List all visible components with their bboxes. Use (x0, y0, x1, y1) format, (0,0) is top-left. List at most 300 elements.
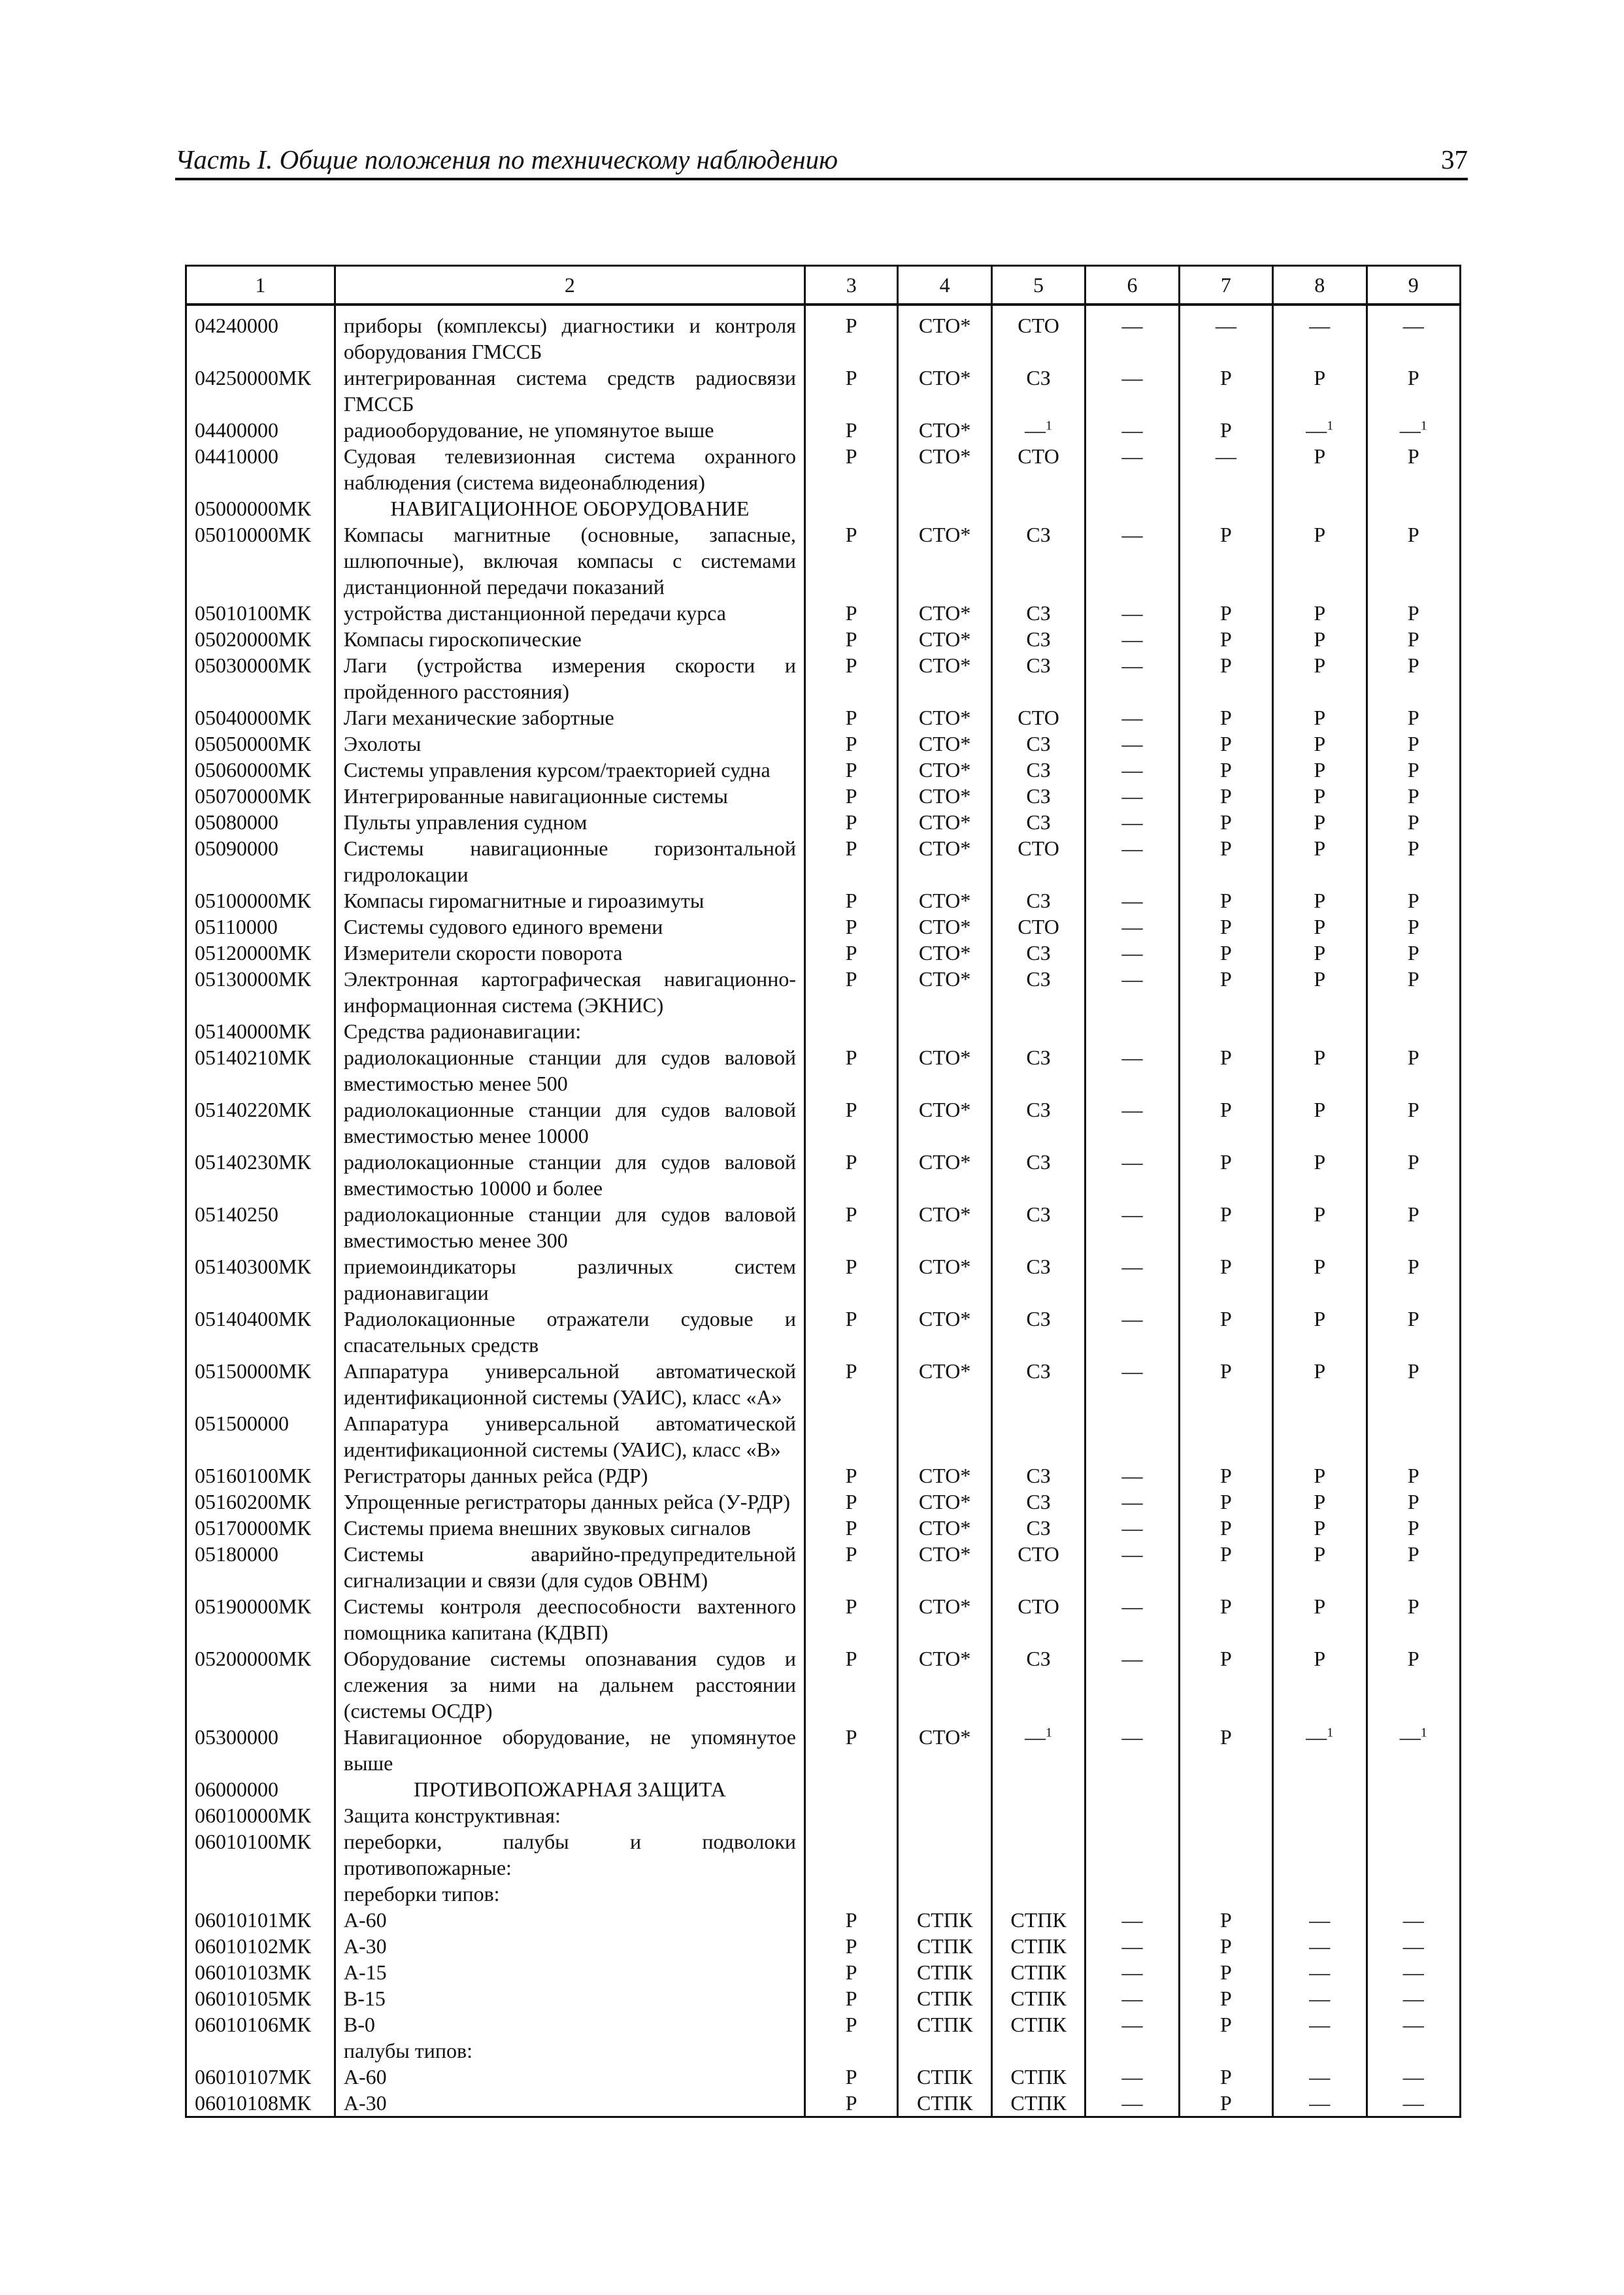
row-value-col5: СТО (991, 835, 1085, 887)
row-value-col7: Р (1179, 809, 1272, 835)
row-name: Эхолоты (335, 731, 804, 757)
row-value-col8 (1273, 2038, 1367, 2064)
row-value-col5: СЗ (991, 1201, 1085, 1253)
row-value-col8: Р (1273, 1201, 1367, 1253)
row-value-col7: Р (1179, 1044, 1272, 1097)
table-row (186, 1358, 1461, 1410)
row-value-col7: Р (1179, 887, 1272, 914)
row-value-col4: СТО* (898, 966, 991, 1018)
row-value-col8: Р (1273, 731, 1367, 757)
row-value-col3 (805, 2038, 898, 2064)
row-value-col5: СЗ (991, 1358, 1085, 1410)
row-value-col6: — (1085, 731, 1179, 757)
row-name: Защита конструктивная: (335, 1802, 804, 1828)
row-value-col7: Р (1179, 600, 1272, 626)
row-value-col8 (1273, 1410, 1367, 1462)
row-value-col3: Р (805, 521, 898, 600)
row-value-col3 (805, 1881, 898, 1907)
row-value-col3: Р (805, 914, 898, 940)
row-value-col5: СЗ (991, 1044, 1085, 1097)
row-name: НАВИГАЦИОННОЕ ОБОРУДОВАНИЕ (335, 495, 804, 521)
row-name: Упрощенные регистраторы данных рейса (У-РДР) (335, 1489, 804, 1515)
row-name: А-15 (335, 1959, 804, 1985)
row-value-col4: СТПК (898, 1933, 991, 1959)
row-code: 05090000 (186, 835, 335, 887)
row-name: Компасы гироскопические (335, 626, 804, 652)
row-value-col4: СТО* (898, 809, 991, 835)
row-value-col6: — (1085, 365, 1179, 417)
row-value-col7: Р (1179, 1907, 1272, 1933)
row-value-col8 (1273, 1881, 1367, 1907)
row-value-col8: Р (1273, 1149, 1367, 1201)
row-value-col4: СТО* (898, 417, 991, 443)
row-value-col3: Р (805, 1907, 898, 1933)
table-row (186, 305, 1461, 365)
row-value-col3: Р (805, 417, 898, 443)
row-value-col3: Р (805, 1201, 898, 1253)
row-value-col6: — (1085, 1201, 1179, 1253)
row-value-col4: СТО* (898, 1724, 991, 1776)
row-value-col4: СТО* (898, 1489, 991, 1515)
row-value-col8: Р (1273, 1097, 1367, 1149)
row-value-col5: СТПК (991, 1985, 1085, 2011)
row-name: А-60 (335, 2064, 804, 2090)
row-value-col4: СТПК (898, 1959, 991, 1985)
row-value-col4: СТО* (898, 1462, 991, 1489)
row-value-col7: Р (1179, 521, 1272, 600)
row-value-col6: — (1085, 966, 1179, 1018)
row-value-col3: Р (805, 1541, 898, 1593)
row-value-col8: — (1273, 2090, 1367, 2117)
row-value-col7: Р (1179, 2011, 1272, 2038)
row-name: Судовая телевизионная система охранного наблюдения (система видеонаблюдения) (335, 443, 804, 495)
row-value-col4: СТО* (898, 1515, 991, 1541)
row-value-col6: — (1085, 1149, 1179, 1201)
row-value-col5: СТПК (991, 2064, 1085, 2090)
row-value-col8: Р (1273, 914, 1367, 940)
row-name: радиолокационные станции для судов валовой вместимостью менее 300 (335, 1201, 804, 1253)
row-code: 05010000МК (186, 521, 335, 600)
table-row (186, 966, 1461, 1018)
running-title: Часть I. Общие положения по техническому наблюдению (175, 144, 838, 174)
row-value-col6: — (1085, 1593, 1179, 1645)
row-name: Аппаратура универсальной автоматической идентификационной системы (УАИС), класс «В» (335, 1410, 804, 1462)
row-value-col8 (1273, 1776, 1367, 1802)
row-name: В-15 (335, 1985, 804, 2011)
table-body (186, 305, 1461, 2117)
row-value-col3 (805, 1018, 898, 1044)
row-value-col9: —$^1$ (1367, 417, 1460, 443)
row-value-col9: Р (1367, 835, 1460, 887)
row-value-col9: — (1367, 1933, 1460, 1959)
row-name: А-60 (335, 1907, 804, 1933)
row-value-col5: СТО (991, 1541, 1085, 1593)
row-value-col8: Р (1273, 1306, 1367, 1358)
row-value-col4: СТО* (898, 1358, 991, 1410)
row-value-col7: Р (1179, 1515, 1272, 1541)
row-value-col7: Р (1179, 1593, 1272, 1645)
row-value-col5 (991, 1018, 1085, 1044)
table-row (186, 495, 1461, 521)
table-row (186, 1515, 1461, 1541)
row-code: 06010107МК (186, 2064, 335, 2090)
page-number: 37 (1441, 144, 1468, 174)
row-value-col6: — (1085, 757, 1179, 783)
row-value-col7: Р (1179, 835, 1272, 887)
column-header: 6 (1085, 266, 1179, 305)
row-value-col7 (1179, 1776, 1272, 1802)
row-value-col8: Р (1273, 1489, 1367, 1515)
row-code: 06010106МК (186, 2011, 335, 2038)
row-code: 05300000 (186, 1724, 335, 1776)
row-value-col6: — (1085, 1933, 1179, 1959)
row-value-col3 (805, 495, 898, 521)
row-value-col6: — (1085, 600, 1179, 626)
row-value-col6: — (1085, 1959, 1179, 1985)
row-value-col9: Р (1367, 966, 1460, 1018)
row-value-col9: Р (1367, 704, 1460, 731)
row-code: 06000000 (186, 1776, 335, 1802)
row-code: 05180000 (186, 1541, 335, 1593)
row-value-col7: Р (1179, 783, 1272, 809)
table-row (186, 2064, 1461, 2090)
row-name: В-0 (335, 2011, 804, 2038)
row-code: 04250000МК (186, 365, 335, 417)
table-row (186, 1985, 1461, 2011)
row-value-col6 (1085, 2038, 1179, 2064)
row-value-col6: — (1085, 1489, 1179, 1515)
row-value-col5: СЗ (991, 600, 1085, 626)
table-row (186, 1933, 1461, 1959)
row-value-col9: Р (1367, 940, 1460, 966)
row-code: 06010105МК (186, 1985, 335, 2011)
row-value-col7: Р (1179, 652, 1272, 704)
row-name: Средства радионавигации: (335, 1018, 804, 1044)
row-value-col4: СТО* (898, 757, 991, 783)
row-value-col4: СТО* (898, 652, 991, 704)
row-name: Лаги механические забортные (335, 704, 804, 731)
row-value-col7: Р (1179, 1358, 1272, 1410)
row-value-col5: —$^1$ (991, 1724, 1085, 1776)
table-row (186, 1593, 1461, 1645)
row-name: приборы (комплексы) диагностики и контроля оборудования ГМССБ (335, 305, 804, 365)
row-value-col4 (898, 1410, 991, 1462)
row-code: 04400000 (186, 417, 335, 443)
row-value-col4: СТО* (898, 1593, 991, 1645)
column-header: 8 (1273, 266, 1367, 305)
row-value-col9: Р (1367, 1097, 1460, 1149)
row-value-col4: СТО* (898, 1044, 991, 1097)
row-value-col5: СЗ (991, 1097, 1085, 1149)
row-name: ПРОТИВОПОЖАРНАЯ ЗАЩИТА (335, 1776, 804, 1802)
row-value-col7: Р (1179, 1097, 1272, 1149)
row-value-col3: Р (805, 940, 898, 966)
row-value-col5: СЗ (991, 1645, 1085, 1724)
row-value-col8: Р (1273, 1541, 1367, 1593)
row-value-col6: — (1085, 887, 1179, 914)
row-value-col8: — (1273, 2064, 1367, 2090)
row-value-col5 (991, 495, 1085, 521)
row-name: переборки типов: (335, 1881, 804, 1907)
row-value-col4: СТО* (898, 1541, 991, 1593)
table-row (186, 783, 1461, 809)
row-value-col5: СЗ (991, 626, 1085, 652)
row-value-col5 (991, 1776, 1085, 1802)
row-value-col9: — (1367, 1959, 1460, 1985)
row-value-col5: СЗ (991, 966, 1085, 1018)
row-name: Электронная картографическая навигационно-информационная система (ЭКНИС) (335, 966, 804, 1018)
row-value-col3: Р (805, 1044, 898, 1097)
row-code: 06010102МК (186, 1933, 335, 1959)
column-header: 7 (1179, 266, 1272, 305)
row-value-col4: СТО* (898, 1645, 991, 1724)
row-name: Системы навигационные горизонтальной гидролокации (335, 835, 804, 887)
row-value-col8: Р (1273, 704, 1367, 731)
row-code: 05160200МК (186, 1489, 335, 1515)
row-value-col4 (898, 2038, 991, 2064)
row-value-col9: Р (1367, 443, 1460, 495)
row-value-col5: СЗ (991, 809, 1085, 835)
row-name: Системы управления курсом/траекторией судна (335, 757, 804, 783)
row-name: Регистраторы данных рейса (РДР) (335, 1462, 804, 1489)
row-value-col9: Р (1367, 783, 1460, 809)
row-value-col9: Р (1367, 1201, 1460, 1253)
row-code: 04410000 (186, 443, 335, 495)
row-code: 05110000 (186, 914, 335, 940)
row-value-col7: Р (1179, 365, 1272, 417)
row-value-col8: Р (1273, 835, 1367, 887)
row-value-col4: СТО* (898, 1097, 991, 1149)
row-value-col9: — (1367, 2011, 1460, 2038)
table-row (186, 1776, 1461, 1802)
row-value-col8: Р (1273, 1593, 1367, 1645)
row-value-col5: СЗ (991, 1149, 1085, 1201)
table-row (186, 1201, 1461, 1253)
row-value-col6 (1085, 1881, 1179, 1907)
row-value-col5: СТО (991, 1593, 1085, 1645)
row-value-col8: Р (1273, 365, 1367, 417)
page-header (175, 144, 1468, 180)
row-code: 051500000 (186, 1410, 335, 1462)
row-value-col7: Р (1179, 1985, 1272, 2011)
row-value-col8 (1273, 1802, 1367, 1828)
table-row (186, 1489, 1461, 1515)
row-value-col4: СТПК (898, 2090, 991, 2117)
row-name: Аппаратура универсальной автоматической идентификационной системы (УАИС), класс «А» (335, 1358, 804, 1410)
row-code: 05030000МК (186, 652, 335, 704)
row-value-col3: Р (805, 305, 898, 365)
column-header: 1 (186, 266, 335, 305)
row-value-col3: Р (805, 1515, 898, 1541)
row-code: 06010101МК (186, 1907, 335, 1933)
row-value-col5: СТО (991, 305, 1085, 365)
row-value-col6: — (1085, 1044, 1179, 1097)
row-value-col8 (1273, 495, 1367, 521)
row-value-col4: СТО* (898, 731, 991, 757)
column-header: 3 (805, 266, 898, 305)
row-value-col9: — (1367, 1985, 1460, 2011)
row-value-col5 (991, 1881, 1085, 1907)
row-value-col4 (898, 495, 991, 521)
row-value-col9: Р (1367, 1044, 1460, 1097)
row-value-col7: Р (1179, 417, 1272, 443)
row-value-col5: СЗ (991, 887, 1085, 914)
row-value-col7 (1179, 1410, 1272, 1462)
row-value-col8: Р (1273, 521, 1367, 600)
row-value-col9: Р (1367, 521, 1460, 600)
row-value-col3: Р (805, 443, 898, 495)
table-row (186, 1907, 1461, 1933)
row-value-col6 (1085, 1828, 1179, 1881)
row-value-col3: Р (805, 809, 898, 835)
row-value-col9: Р (1367, 757, 1460, 783)
row-name: радиооборудование, не упомянутое выше (335, 417, 804, 443)
row-value-col5 (991, 1410, 1085, 1462)
row-value-col8: Р (1273, 1515, 1367, 1541)
row-value-col4: СТО* (898, 1201, 991, 1253)
row-value-col5: СЗ (991, 940, 1085, 966)
table-row (186, 914, 1461, 940)
row-value-col8: Р (1273, 600, 1367, 626)
row-value-col8: — (1273, 2011, 1367, 2038)
row-value-col8: —$^1$ (1273, 417, 1367, 443)
row-value-col6: — (1085, 417, 1179, 443)
row-value-col7: Р (1179, 2064, 1272, 2090)
row-code: 05120000МК (186, 940, 335, 966)
row-value-col4 (898, 1802, 991, 1828)
row-value-col5: СЗ (991, 365, 1085, 417)
row-value-col9 (1367, 1776, 1460, 1802)
row-value-col9 (1367, 1881, 1460, 1907)
row-value-col9: Р (1367, 914, 1460, 940)
row-value-col9: — (1367, 305, 1460, 365)
row-value-col8: Р (1273, 783, 1367, 809)
row-value-col3: Р (805, 704, 898, 731)
row-value-col4: СТО* (898, 783, 991, 809)
row-value-col9 (1367, 495, 1460, 521)
row-value-col3: Р (805, 1306, 898, 1358)
row-value-col3: Р (805, 783, 898, 809)
row-value-col3: Р (805, 1959, 898, 1985)
row-name: Компасы гиромагнитные и гироазимуты (335, 887, 804, 914)
row-value-col3: Р (805, 652, 898, 704)
table-row (186, 2038, 1461, 2064)
row-value-col6 (1085, 1018, 1179, 1044)
row-value-col7: Р (1179, 731, 1272, 757)
row-value-col9: Р (1367, 1541, 1460, 1593)
row-value-col6: — (1085, 809, 1179, 835)
row-value-col5: СТО (991, 914, 1085, 940)
row-name: устройства дистанционной передачи курса (335, 600, 804, 626)
table-row (186, 1645, 1461, 1724)
row-code: 05000000МК (186, 495, 335, 521)
row-value-col6: — (1085, 1645, 1179, 1724)
table-row (186, 2011, 1461, 2038)
row-code: 06010000МК (186, 1802, 335, 1828)
row-value-col8: Р (1273, 1462, 1367, 1489)
table-row (186, 1959, 1461, 1985)
row-value-col5 (991, 1828, 1085, 1881)
row-value-col8 (1273, 1828, 1367, 1881)
row-value-col7 (1179, 2038, 1272, 2064)
row-value-col7: Р (1179, 1489, 1272, 1515)
row-value-col7: Р (1179, 1959, 1272, 1985)
row-value-col5: СЗ (991, 652, 1085, 704)
row-code: 05140400МК (186, 1306, 335, 1358)
row-value-col8: Р (1273, 809, 1367, 835)
row-name: приемоиндикаторы различных систем радионавигации (335, 1253, 804, 1306)
row-value-col6 (1085, 495, 1179, 521)
row-value-col4: СТО* (898, 940, 991, 966)
table-row (186, 704, 1461, 731)
row-value-col3: Р (805, 887, 898, 914)
row-value-col3 (805, 1828, 898, 1881)
row-value-col6 (1085, 1802, 1179, 1828)
row-code: 05140230МК (186, 1149, 335, 1201)
row-code: 05140000МК (186, 1018, 335, 1044)
row-value-col4: СТО* (898, 835, 991, 887)
row-value-col4: СТО* (898, 1149, 991, 1201)
row-value-col6: — (1085, 2064, 1179, 2090)
row-value-col8: — (1273, 1959, 1367, 1985)
row-value-col8: — (1273, 1985, 1367, 2011)
table-row (186, 417, 1461, 443)
row-value-col7: Р (1179, 1149, 1272, 1201)
table-row (186, 600, 1461, 626)
row-value-col6: — (1085, 1985, 1179, 2011)
row-name: Лаги (устройства измерения скорости и пройденного расстояния) (335, 652, 804, 704)
column-header: 2 (335, 266, 804, 305)
row-name: радиолокационные станции для судов валовой вместимостью менее 500 (335, 1044, 804, 1097)
row-value-col4: СТО* (898, 704, 991, 731)
row-value-col7 (1179, 495, 1272, 521)
table-row (186, 1097, 1461, 1149)
row-value-col9: Р (1367, 626, 1460, 652)
table-row (186, 626, 1461, 652)
row-value-col3 (805, 1776, 898, 1802)
row-value-col4: СТПК (898, 1907, 991, 1933)
row-value-col4: СТО* (898, 365, 991, 417)
row-value-col7: Р (1179, 940, 1272, 966)
row-value-col7: Р (1179, 757, 1272, 783)
row-value-col9: Р (1367, 731, 1460, 757)
row-value-col3: Р (805, 1149, 898, 1201)
row-value-col3: Р (805, 757, 898, 783)
table-row (186, 1018, 1461, 1044)
row-value-col7: — (1179, 443, 1272, 495)
row-value-col5: СЗ (991, 757, 1085, 783)
table-row (186, 1724, 1461, 1776)
row-code: 05140250 (186, 1201, 335, 1253)
row-code: 06010108МК (186, 2090, 335, 2117)
table-row (186, 652, 1461, 704)
table-row (186, 1541, 1461, 1593)
row-name: палубы типов: (335, 2038, 804, 2064)
row-code: 05020000МК (186, 626, 335, 652)
row-value-col3: Р (805, 1645, 898, 1724)
row-value-col8 (1273, 1018, 1367, 1044)
row-value-col5: СТПК (991, 1959, 1085, 1985)
table-row (186, 731, 1461, 757)
row-value-col8: Р (1273, 1044, 1367, 1097)
row-value-col5: СТПК (991, 2011, 1085, 2038)
row-value-col3: Р (805, 626, 898, 652)
row-value-col3: Р (805, 1489, 898, 1515)
row-value-col5: СТО (991, 704, 1085, 731)
row-value-col5: СЗ (991, 731, 1085, 757)
row-value-col4 (898, 1828, 991, 1881)
row-value-col6: — (1085, 1253, 1179, 1306)
